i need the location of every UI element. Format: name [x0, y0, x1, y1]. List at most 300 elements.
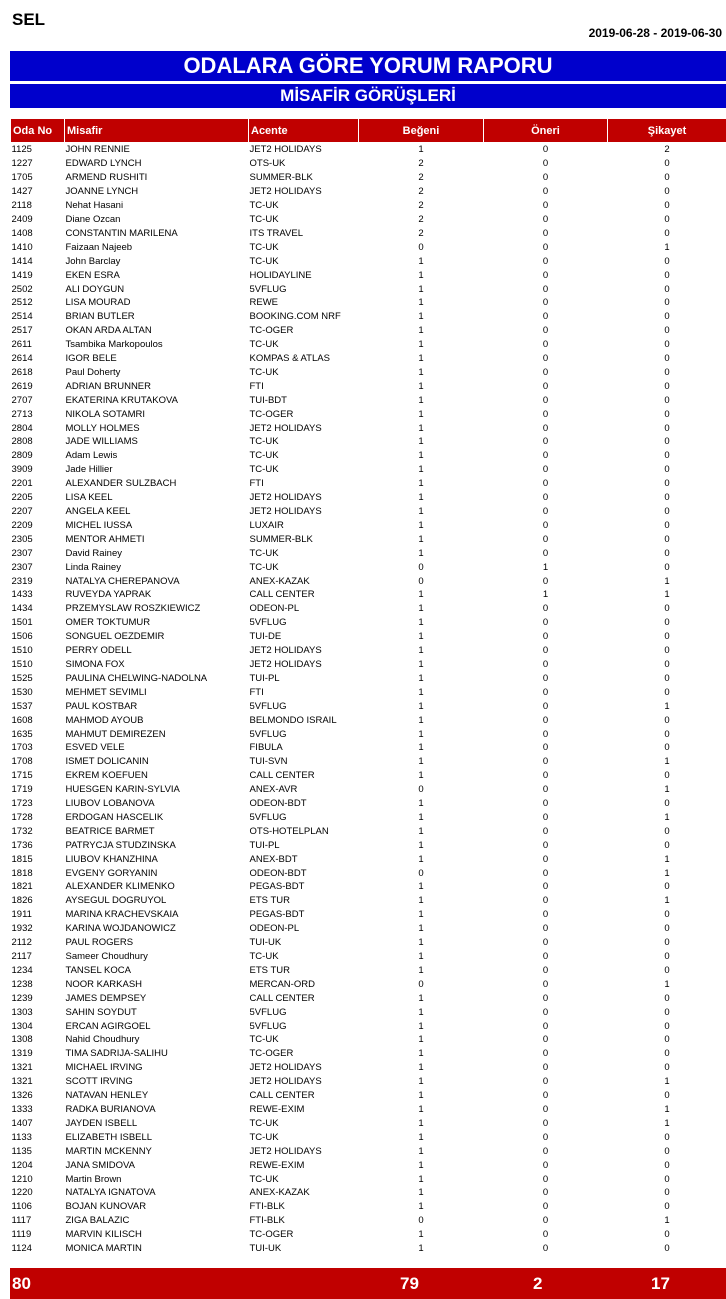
- col-header-oda-no: Oda No: [11, 119, 65, 143]
- table-row: [11, 824, 726, 838]
- cell-oneri: 0: [542, 784, 549, 796]
- cell-guest: LIUBOV KHANZHINA: [65, 853, 158, 865]
- cell-agency: MERCAN-ORD: [249, 978, 315, 990]
- cell-agency: CALL CENTER: [249, 1090, 315, 1102]
- table-row: [11, 644, 726, 658]
- cell-room-no: 1732: [11, 825, 33, 837]
- table-row: [11, 1130, 726, 1144]
- cell-begeni: 0: [418, 978, 424, 990]
- cell-guest: ALEXANDER KLIMENKO: [65, 881, 175, 893]
- cell-guest: Jade Hillier: [65, 464, 113, 476]
- cell-agency: 5VFLUG: [249, 1020, 287, 1032]
- cell-guest: Diane Ozcan: [65, 213, 121, 225]
- cell-room-no: 2117: [11, 951, 32, 963]
- cell-guest: MENTOR AHMETI: [65, 533, 145, 545]
- table-row: [11, 741, 726, 755]
- total-sikayet: 17: [651, 1274, 670, 1293]
- table-row: [11, 1214, 726, 1228]
- cell-oneri: 0: [542, 158, 549, 170]
- cell-guest: BRIAN BUTLER: [65, 311, 135, 323]
- cell-oneri: 0: [542, 603, 549, 615]
- cell-sikayet: 0: [664, 561, 670, 573]
- cell-guest: PAUL ROGERS: [65, 937, 134, 949]
- table-row: [11, 685, 726, 699]
- cell-agency: REWE-EXIM: [249, 1103, 305, 1115]
- table-row: [11, 1144, 726, 1158]
- cell-begeni: 1: [418, 909, 424, 921]
- cell-room-no: 2205: [11, 492, 33, 504]
- cell-agency: TC-UK: [249, 1173, 279, 1185]
- cell-begeni: 1: [418, 951, 424, 963]
- cell-sikayet: 0: [664, 742, 670, 754]
- cell-oneri: 0: [542, 255, 549, 267]
- table-row: [11, 1200, 726, 1214]
- cell-oneri: 0: [542, 200, 549, 212]
- cell-sikayet: 0: [664, 436, 670, 448]
- cell-sikayet: 0: [664, 492, 670, 504]
- cell-agency: SUMMER-BLK: [249, 533, 313, 545]
- cell-sikayet: 0: [664, 798, 670, 810]
- cell-guest: Paul Doherty: [65, 366, 121, 378]
- table-row: [11, 991, 726, 1005]
- cell-room-no: 2808: [11, 436, 33, 448]
- total-begeni: 79: [400, 1274, 419, 1293]
- cell-begeni: 1: [418, 964, 424, 976]
- cell-sikayet: 0: [664, 200, 670, 212]
- cell-room-no: 1525: [11, 672, 33, 684]
- cell-begeni: 1: [418, 603, 424, 615]
- table-row: [11, 727, 726, 741]
- cell-agency: JET2 HOLIDAYS: [249, 186, 322, 198]
- cell-agency: 5VFLUG: [249, 728, 287, 740]
- cell-room-no: 2409: [11, 213, 33, 225]
- cell-oneri: 0: [542, 978, 549, 990]
- cell-begeni: 1: [418, 450, 424, 462]
- cell-guest: ALEXANDER SULZBACH: [65, 478, 177, 490]
- table-row: [11, 1089, 726, 1103]
- cell-oneri: 0: [542, 283, 549, 295]
- cell-room-no: 1705: [11, 172, 33, 184]
- table-row: [11, 630, 726, 644]
- cell-begeni: 1: [418, 1159, 424, 1171]
- cell-begeni: 1: [418, 1201, 424, 1213]
- cell-sikayet: 1: [664, 853, 670, 865]
- cell-oneri: 0: [542, 645, 549, 657]
- cell-agency: TUI-SVN: [249, 756, 288, 768]
- cell-begeni: 2: [418, 186, 424, 198]
- totals-bar: [10, 1268, 726, 1299]
- cell-agency: PEGAS-BDT: [249, 881, 305, 893]
- cell-oneri: 0: [542, 144, 549, 156]
- cell-begeni: 1: [418, 380, 424, 392]
- cell-oneri: 0: [542, 658, 549, 670]
- table-row: [11, 755, 726, 769]
- cell-sikayet: 0: [664, 728, 670, 740]
- report-title: ODALARA GÖRE YORUM RAPORU: [10, 51, 726, 81]
- cell-guest: CONSTANTIN MARILENA: [65, 227, 178, 239]
- cell-sikayet: 0: [664, 547, 670, 559]
- cell-room-no: 1321: [11, 1062, 33, 1074]
- cell-guest: PAUL KOSTBAR: [65, 700, 138, 712]
- col-header-acente: Acente: [249, 119, 359, 143]
- cell-guest: MEHMET SEVIMLI: [65, 686, 147, 698]
- table-row: [11, 769, 726, 783]
- cell-begeni: 1: [418, 547, 424, 559]
- cell-begeni: 1: [418, 617, 424, 629]
- total-oneri: 2: [533, 1274, 543, 1293]
- cell-agency: TUI-UK: [249, 937, 282, 949]
- cell-guest: EKEN ESRA: [65, 269, 120, 281]
- cell-guest: NOOR KARKASH: [65, 978, 143, 990]
- cell-guest: SAHIN SOYDUT: [65, 1006, 137, 1018]
- cell-begeni: 1: [418, 811, 424, 823]
- cell-oneri: 0: [542, 811, 549, 823]
- cell-sikayet: 0: [664, 714, 670, 726]
- table-row: [11, 407, 726, 421]
- cell-oneri: 0: [542, 519, 549, 531]
- table-row: [11, 213, 726, 227]
- cell-begeni: 1: [418, 144, 424, 156]
- cell-guest: SIMONA FOX: [65, 658, 125, 670]
- cell-room-no: 1308: [11, 1034, 33, 1046]
- cell-oneri: 0: [542, 1131, 549, 1143]
- cell-begeni: 1: [418, 297, 424, 309]
- cell-oneri: 0: [542, 436, 549, 448]
- cell-agency: TC-UK: [249, 951, 279, 963]
- cell-sikayet: 1: [664, 700, 670, 712]
- cell-agency: TUI-UK: [249, 1243, 282, 1255]
- table-row: [11, 546, 726, 560]
- cell-sikayet: 0: [664, 186, 670, 198]
- cell-room-no: 1608: [11, 714, 33, 726]
- cell-agency: SUMMER-BLK: [249, 172, 313, 184]
- cell-guest: NATALYA CHEREPANOVA: [65, 575, 180, 587]
- cell-agency: TUI-BDT: [249, 394, 287, 406]
- cell-sikayet: 0: [664, 1006, 670, 1018]
- hotel-code: SEL: [12, 10, 46, 29]
- cell-sikayet: 1: [664, 867, 670, 879]
- cell-begeni: 1: [418, 839, 424, 851]
- cell-begeni: 1: [418, 992, 424, 1004]
- cell-sikayet: 0: [664, 1145, 670, 1157]
- cell-oneri: 0: [542, 464, 549, 476]
- cell-begeni: 1: [418, 1173, 424, 1185]
- cell-oneri: 0: [542, 366, 549, 378]
- cell-room-no: 2809: [11, 450, 33, 462]
- table-row: [11, 922, 726, 936]
- cell-agency: BOOKING.COM NRF: [249, 311, 341, 323]
- cell-agency: OTS-UK: [249, 158, 286, 170]
- cell-oneri: 0: [542, 380, 549, 392]
- cell-begeni: 1: [418, 408, 424, 420]
- cell-sikayet: 0: [664, 672, 670, 684]
- table-row: [11, 950, 726, 964]
- cell-agency: JET2 HOLIDAYS: [249, 1062, 322, 1074]
- cell-begeni: 1: [418, 422, 424, 434]
- cell-agency: ANEX-KAZAK: [249, 575, 310, 587]
- cell-agency: CALL CENTER: [249, 770, 315, 782]
- cell-room-no: 2207: [11, 506, 33, 518]
- cell-begeni: 0: [418, 561, 424, 573]
- table-row: [11, 505, 726, 519]
- cell-sikayet: 0: [664, 339, 670, 351]
- cell-oneri: 0: [542, 742, 549, 754]
- cell-sikayet: 0: [664, 951, 670, 963]
- cell-sikayet: 0: [664, 1243, 670, 1255]
- cell-room-no: 2514: [11, 311, 33, 323]
- cell-begeni: 0: [418, 575, 424, 587]
- table-row: [11, 866, 726, 880]
- table-row: [11, 588, 726, 602]
- table-row: [11, 1186, 726, 1200]
- table-row: [11, 797, 726, 811]
- cell-room-no: 1510: [11, 658, 33, 670]
- cell-sikayet: 0: [664, 1090, 670, 1102]
- cell-begeni: 1: [418, 1145, 424, 1157]
- col-header-oneri: Öneri: [484, 119, 608, 143]
- cell-guest: Martin Brown: [65, 1173, 122, 1185]
- cell-begeni: 1: [418, 311, 424, 323]
- total-count: 80: [12, 1274, 31, 1293]
- cell-agency: FTI-BLK: [249, 1215, 285, 1227]
- cell-room-no: 1427: [11, 186, 33, 198]
- cell-agency: ODEON-BDT: [249, 798, 307, 810]
- cell-room-no: 1414: [11, 255, 33, 267]
- cell-room-no: 2618: [11, 366, 33, 378]
- cell-oneri: 0: [542, 1034, 549, 1046]
- cell-agency: JET2 HOLIDAYS: [249, 658, 322, 670]
- cell-begeni: 1: [418, 1243, 424, 1255]
- cell-sikayet: 0: [664, 380, 670, 392]
- cell-agency: FTI: [249, 478, 264, 490]
- cell-oneri: 0: [542, 964, 549, 976]
- cell-guest: Adam Lewis: [65, 450, 118, 462]
- cell-guest: Linda Rainey: [65, 561, 121, 573]
- cell-room-no: 1815: [11, 853, 33, 865]
- cell-sikayet: 1: [664, 241, 670, 253]
- cell-sikayet: 0: [664, 533, 670, 545]
- table-row: [11, 1061, 726, 1075]
- cell-oneri: 0: [542, 853, 549, 865]
- cell-agency: ETS TUR: [249, 964, 290, 976]
- table-row: [11, 185, 726, 199]
- cell-begeni: 1: [418, 1117, 424, 1129]
- cell-sikayet: 0: [664, 770, 670, 782]
- cell-room-no: 1124: [11, 1243, 32, 1255]
- cell-guest: RUVEYDA YAPRAK: [65, 589, 152, 601]
- cell-room-no: 2201: [11, 478, 33, 490]
- cell-agency: TC-UK: [249, 200, 279, 212]
- table-row: [11, 463, 726, 477]
- cell-sikayet: 0: [664, 464, 670, 476]
- cell-sikayet: 0: [664, 1062, 670, 1074]
- cell-oneri: 0: [542, 1090, 549, 1102]
- cell-sikayet: 0: [664, 1131, 670, 1143]
- cell-begeni: 1: [418, 519, 424, 531]
- cell-room-no: 1530: [11, 686, 33, 698]
- cell-oneri: 0: [542, 450, 549, 462]
- cell-room-no: 1708: [11, 756, 33, 768]
- cell-begeni: 1: [418, 798, 424, 810]
- cell-sikayet: 0: [664, 450, 670, 462]
- cell-begeni: 1: [418, 853, 424, 865]
- cell-begeni: 1: [418, 700, 424, 712]
- cell-guest: EVGENY GORYANIN: [65, 867, 158, 879]
- cell-oneri: 0: [542, 478, 549, 490]
- cell-room-no: 3909: [11, 464, 33, 476]
- cell-agency: OTS-HOTELPLAN: [249, 825, 329, 837]
- cell-sikayet: 0: [664, 325, 670, 337]
- cell-agency: CALL CENTER: [249, 992, 315, 1004]
- cell-sikayet: 0: [664, 923, 670, 935]
- cell-oneri: 0: [542, 1048, 549, 1060]
- table-row: [11, 783, 726, 797]
- table-row: [11, 366, 726, 380]
- cell-sikayet: 0: [664, 408, 670, 420]
- cell-agency: ODEON-PL: [249, 923, 300, 935]
- cell-begeni: 1: [418, 770, 424, 782]
- cell-oneri: 0: [542, 1006, 549, 1018]
- cell-agency: TUI-PL: [249, 672, 280, 684]
- cell-sikayet: 1: [664, 784, 670, 796]
- cell-guest: NIKOLA SOTAMRI: [65, 408, 146, 420]
- cell-guest: LIUBOV LOBANOVA: [65, 798, 155, 810]
- cell-sikayet: 0: [664, 1159, 670, 1171]
- cell-begeni: 1: [418, 645, 424, 657]
- cell-begeni: 1: [418, 506, 424, 518]
- cell-sikayet: 0: [664, 1034, 670, 1046]
- cell-sikayet: 1: [664, 1103, 670, 1115]
- cell-guest: SCOTT IRVING: [65, 1076, 133, 1088]
- cell-sikayet: 0: [664, 658, 670, 670]
- cell-room-no: 1410: [11, 241, 33, 253]
- cell-room-no: 2209: [11, 519, 33, 531]
- cell-room-no: 1408: [11, 227, 33, 239]
- cell-agency: JET2 HOLIDAYS: [249, 1076, 322, 1088]
- cell-oneri: 0: [542, 1187, 549, 1199]
- cell-sikayet: 0: [664, 172, 670, 184]
- cell-oneri: 0: [542, 533, 549, 545]
- cell-agency: BELMONDO ISRAIL: [249, 714, 337, 726]
- cell-room-no: 1119: [11, 1229, 32, 1241]
- cell-oneri: 0: [542, 394, 549, 406]
- cell-agency: JET2 HOLIDAYS: [249, 492, 322, 504]
- table-row: [11, 1103, 726, 1117]
- cell-oneri: 0: [542, 1020, 549, 1032]
- cell-oneri: 0: [542, 881, 549, 893]
- cell-oneri: 0: [542, 867, 549, 879]
- cell-begeni: 1: [418, 339, 424, 351]
- cell-oneri: 0: [542, 951, 549, 963]
- cell-guest: ALI DOYGUN: [65, 283, 125, 295]
- cell-agency: TC-UK: [249, 339, 279, 351]
- cell-room-no: 1117: [11, 1215, 32, 1227]
- cell-sikayet: 0: [664, 937, 670, 949]
- table-row: [11, 880, 726, 894]
- cell-begeni: 1: [418, 1020, 424, 1032]
- cell-sikayet: 0: [664, 1048, 670, 1060]
- cell-sikayet: 0: [664, 394, 670, 406]
- cell-room-no: 1728: [11, 811, 33, 823]
- cell-oneri: 0: [542, 408, 549, 420]
- cell-oneri: 0: [542, 714, 549, 726]
- cell-guest: Nehat Hasani: [65, 200, 124, 212]
- cell-sikayet: 0: [664, 255, 670, 267]
- cell-oneri: 0: [542, 1062, 549, 1074]
- cell-begeni: 1: [418, 283, 424, 295]
- cell-sikayet: 1: [664, 1117, 670, 1129]
- cell-guest: MAHMUT DEMIREZEN: [65, 728, 166, 740]
- cell-agency: ODEON-BDT: [249, 867, 307, 879]
- cell-agency: 5VFLUG: [249, 617, 287, 629]
- cell-sikayet: 0: [664, 297, 670, 309]
- cell-guest: MICHEL IUSSA: [65, 519, 133, 531]
- cell-room-no: 2307: [11, 547, 33, 559]
- cell-room-no: 1434: [11, 603, 33, 615]
- table-row: [11, 1116, 726, 1130]
- cell-begeni: 1: [418, 672, 424, 684]
- cell-sikayet: 0: [664, 825, 670, 837]
- cell-oneri: 0: [542, 1076, 549, 1088]
- table-row: [11, 560, 726, 574]
- cell-guest: PATRYCJA STUDZINSKA: [65, 839, 176, 851]
- cell-room-no: 1326: [11, 1090, 33, 1102]
- cell-agency: TC-UK: [249, 255, 279, 267]
- cell-oneri: 0: [542, 227, 549, 239]
- cell-room-no: 2319: [11, 575, 33, 587]
- table-row: [11, 699, 726, 713]
- cell-sikayet: 2: [664, 144, 670, 156]
- cell-guest: EKATERINA KRUTAKOVA: [65, 394, 178, 406]
- cell-room-no: 1234: [11, 964, 33, 976]
- cell-begeni: 1: [418, 1076, 424, 1088]
- cell-begeni: 1: [418, 255, 424, 267]
- table-row: [11, 449, 726, 463]
- cell-oneri: 0: [542, 631, 549, 643]
- table-row: [11, 1005, 726, 1019]
- cell-guest: JAMES DEMPSEY: [65, 992, 147, 1004]
- cell-room-no: 2614: [11, 353, 33, 365]
- cell-agency: ANEX-KAZAK: [249, 1187, 310, 1199]
- cell-agency: ETS TUR: [249, 895, 290, 907]
- cell-oneri: 1: [542, 589, 549, 601]
- cell-guest: JANA SMIDOVA: [65, 1159, 136, 1171]
- cell-sikayet: 0: [664, 1173, 670, 1185]
- cell-oneri: 0: [542, 506, 549, 518]
- cell-oneri: 0: [542, 825, 549, 837]
- cell-begeni: 2: [418, 227, 424, 239]
- cell-sikayet: 0: [664, 213, 670, 225]
- cell-sikayet: 0: [664, 158, 670, 170]
- cell-guest: NATALYA IGNATOVA: [65, 1187, 156, 1199]
- cell-agency: TC-UK: [249, 1131, 279, 1143]
- cell-guest: ESVED VELE: [65, 742, 125, 754]
- cell-oneri: 0: [542, 311, 549, 323]
- cell-guest: PAULINA CHELWING-NADOLNA: [65, 672, 208, 684]
- table-row: [11, 254, 726, 268]
- cell-guest: PRZEMYSLAW ROSZKIEWICZ: [65, 603, 201, 615]
- cell-guest: NATAVAN HENLEY: [65, 1090, 149, 1102]
- cell-begeni: 1: [418, 923, 424, 935]
- table-row: [11, 977, 726, 991]
- cell-guest: John Barclay: [65, 255, 121, 267]
- cell-begeni: 2: [418, 213, 424, 225]
- cell-sikayet: 0: [664, 311, 670, 323]
- cell-room-no: 1210: [11, 1173, 33, 1185]
- cell-guest: OMER TOKTUMUR: [65, 617, 151, 629]
- cell-oneri: 0: [542, 992, 549, 1004]
- table-row: [11, 1033, 726, 1047]
